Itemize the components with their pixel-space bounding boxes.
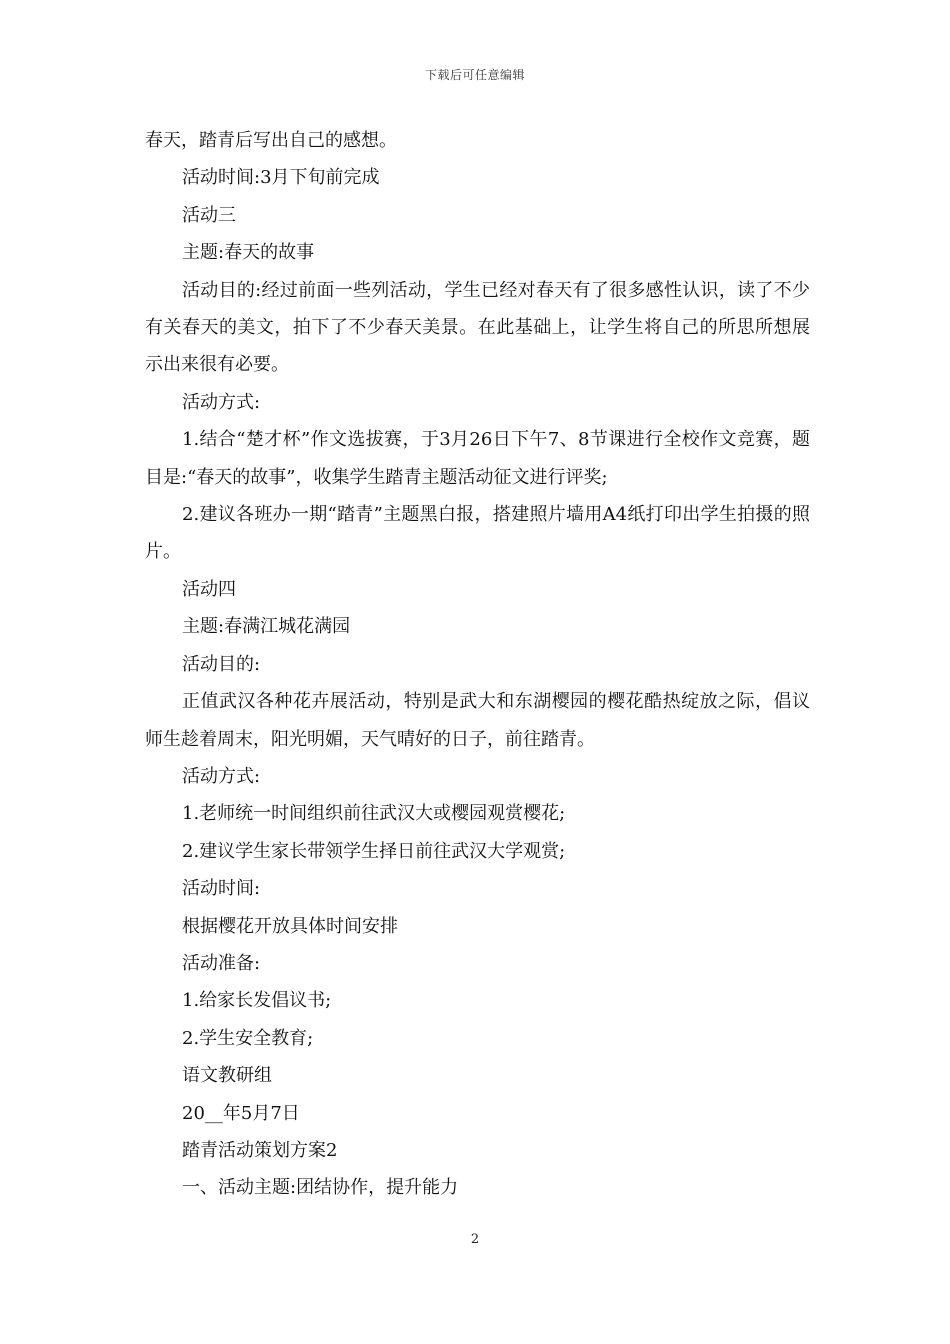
paragraph-preparation-label: 活动准备: [182, 952, 261, 974]
paragraph-activity-time: 活动时间:3月下旬前完成 [182, 167, 380, 189]
document-body [145, 122, 810, 1207]
paragraph-method-item-1: 1.结合“楚才杯”作文选拔赛，于3月26日下午7、8节课进行全校作文竞赛，题目是:“春天的故事”，收集学生踏青主题活动征文进行评奖; [145, 429, 810, 488]
heading-plan-two: 踏青活动策划方案2 [182, 1139, 338, 1161]
paragraph-date: 20__年5月7日 [182, 1102, 300, 1124]
paragraph-purpose: 活动目的:经过前面一些列活动，学生已经对春天有了很多感性认识，读了不少有关春天的美文，拍下了不少春天美景。在此基础上，让学生将自己的所思所想展示出来很有必要。 [145, 279, 810, 376]
paragraph-theme: 主题:春天的故事 [182, 242, 315, 264]
heading-activity-four: 活动四 [182, 578, 236, 600]
paragraph-time-label: 活动时间: [182, 878, 261, 900]
paragraph-method-item-2: 2.建议学生家长带领学生择日前往武汉大学观赏; [182, 840, 566, 862]
page-header: 下载后可任意编辑 [424, 68, 525, 82]
paragraph-preparation-item-2: 2.学生安全教育; [182, 1027, 314, 1049]
paragraph-purpose-body: 正值武汉各种花卉展活动，特别是武大和东湖樱园的樱花酷热绽放之际，倡议师生趁着周末，阳光明媚，天气晴好的日子，前往踏青。 [145, 691, 810, 750]
paragraph-purpose-label: 活动目的: [182, 653, 261, 675]
paragraph-method-item-1: 1.老师统一时间组织前往武汉大或樱园观赏樱花; [182, 803, 566, 825]
paragraph-signature: 语文教研组 [182, 1065, 272, 1087]
paragraph-time-body: 根据樱花开放具体时间安排 [182, 915, 398, 937]
paragraph-section-one: 一、活动主题:团结协作，提升能力 [182, 1177, 459, 1199]
paragraph-preparation-item-1: 1.给家长发倡议书; [182, 990, 332, 1012]
paragraph-method-label: 活动方式: [182, 765, 261, 787]
paragraph-continuation: 春天，踏青后写出自己的感想。 [145, 130, 397, 151]
paragraph-method-label: 活动方式: [182, 391, 261, 413]
heading-activity-three: 活动三 [182, 204, 236, 226]
paragraph-theme: 主题:春满江城花满园 [182, 616, 351, 638]
page-number: 2 [470, 1232, 480, 1247]
paragraph-method-item-2: 2.建议各班办一期“踏青”主题黑白报，搭建照片墙用A4纸打印出学生拍摄的照片。 [145, 504, 810, 563]
